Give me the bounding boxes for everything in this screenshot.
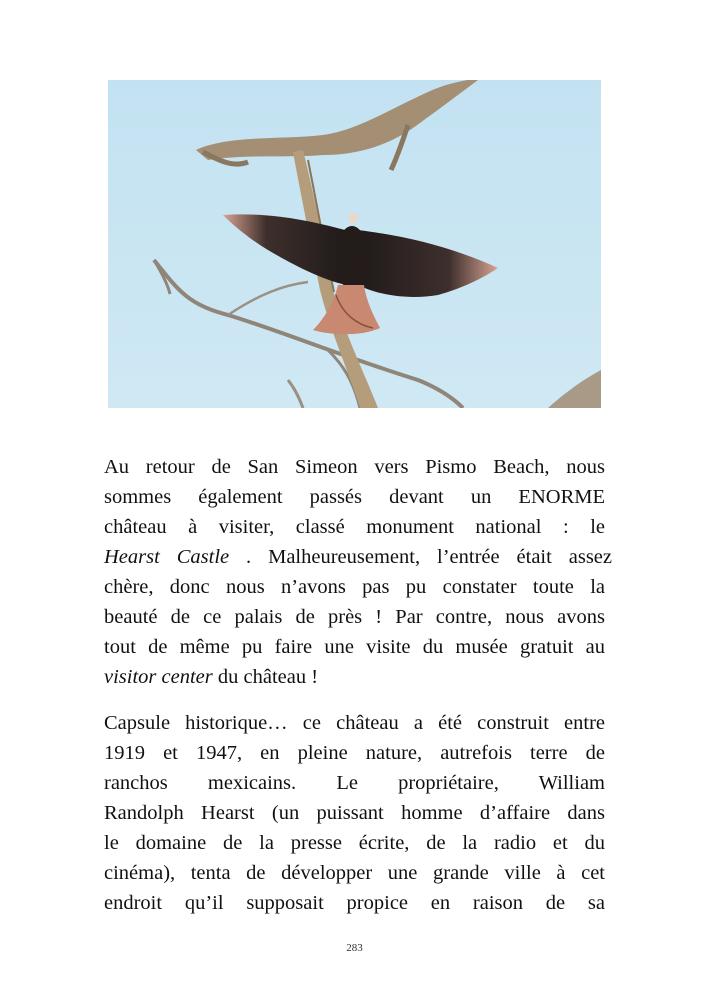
- paragraph-1-line-7: tout de même pu faire une visite du musée gratuit au: [104, 636, 605, 658]
- paragraph-1-line-1: Au retour de San Simeon vers Pismo Beach, nous: [104, 456, 605, 478]
- paragraph-2-line-4: Randolph Hearst (un puissant homme d’affaire dans: [104, 802, 605, 824]
- hearst-castle-italic: Hearst Castle: [104, 546, 230, 568]
- paragraph-1-line-4-rest: . Malheureusement, l’entrée était assez: [229, 546, 612, 568]
- paragraph-2: [104, 708, 605, 918]
- paragraph-2-line-5: le domaine de la presse écrite, de la radio et du: [104, 832, 605, 854]
- paragraph-1-line-2: sommes également passés devant un ENORME: [104, 486, 605, 508]
- page-number: 283: [346, 942, 363, 954]
- paragraph-1-line-8: [104, 662, 605, 692]
- paragraph-1-line-3: château à visiter, classé monument national : le: [104, 516, 605, 538]
- paragraph-2-line-7: endroit qu’il supposait propice en raison de sa: [104, 892, 605, 914]
- paragraph-1: [104, 452, 612, 692]
- paragraph-1-line-8-rest: du château !: [212, 666, 319, 688]
- visitor-center-italic: visitor center: [104, 666, 213, 688]
- paragraph-2-line-6: cinéma), tenta de développer une grande ville à cet: [104, 862, 605, 884]
- paragraph-1-line-6: beauté de ce palais de près ! Par contre, nous avons: [104, 606, 605, 628]
- paragraph-1-line-5: chère, donc nous n’avons pas pu constater toute la: [104, 576, 605, 598]
- paragraph-2-line-2: 1919 et 1947, en pleine nature, autrefois terre de: [104, 742, 605, 764]
- paragraph-2-line-3: ranchos mexicains. Le propriétaire, William: [104, 772, 605, 794]
- paragraph-2-line-1: Capsule historique… ce château a été construit entre: [104, 712, 605, 734]
- bird-on-branch-photo: [108, 80, 601, 408]
- paragraph-1-line-4: [104, 542, 612, 572]
